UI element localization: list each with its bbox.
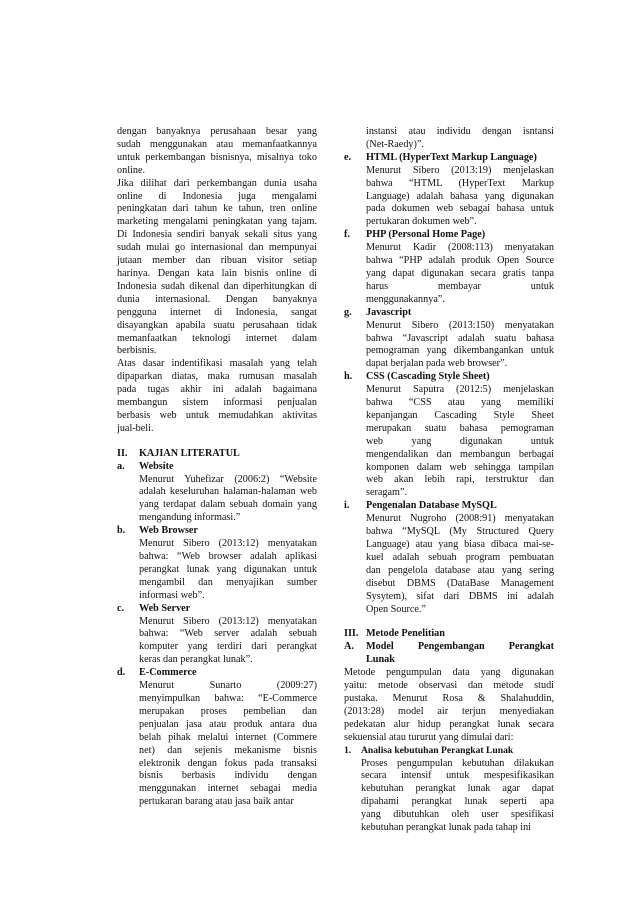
text-line: dipaparkan diatas, maka rumusan masalah	[117, 371, 317, 383]
text-line: Menurut Kadir (2008:113) menyatakan	[366, 242, 554, 254]
item-letter: c.	[117, 602, 125, 614]
item-letter: i.	[344, 500, 350, 512]
left-column	[117, 126, 317, 809]
text-line: Indonesia sudah dikenal dan diperhitungkan di	[117, 280, 317, 292]
text-line: net) dan sejenis mekanisme bisnis	[139, 744, 317, 756]
text-line: pada tugas akhir ini adalah bagaimana	[117, 384, 317, 396]
item-title: PHP (Personal Home Page)	[366, 229, 486, 241]
text-line: jual-beli.	[117, 422, 154, 434]
text-line: perangkat lunak yang digunakan untuk	[139, 563, 317, 575]
text-line: Jika dilihat dari perkembangan dunia usaha	[117, 177, 317, 189]
text-line: merupakan proses pembelian dan	[139, 705, 317, 717]
numbered-subsection	[344, 745, 554, 835]
item-body	[366, 320, 554, 372]
text-line: online.	[117, 164, 146, 176]
text-line: menggunakannya”.	[366, 293, 445, 305]
text-line: dan pengelola database atau yang sering	[366, 564, 554, 576]
text-line: merupakan suatu bahasa pemograman	[366, 422, 554, 434]
text-line: online di Indonesia juga mengalami	[117, 190, 317, 202]
text-line: dapat berjalan pada web browser”.	[366, 358, 508, 370]
text-line: bahwa: “Web server adalah sebuah	[139, 628, 317, 640]
literature-item	[344, 307, 554, 372]
right-column	[344, 126, 554, 835]
text-line: disebut DBMS (DataBase Management	[366, 577, 554, 589]
text-line: (2013:28) model air terjun menyediakan	[344, 705, 554, 717]
literature-item	[117, 667, 317, 809]
text-line: kebutuhan perangkat lunak agar dapat	[361, 783, 554, 795]
literature-list-cont	[344, 152, 554, 617]
text-line: Language) adalah bahasa yang digunakan	[366, 190, 554, 202]
subsection-number: 1.	[344, 744, 352, 756]
text-line: yaitu: metode observasi dan metode studi	[344, 680, 554, 692]
text-line: yang terdapat dalam sebuah domain yang	[139, 499, 317, 511]
text-line: memanfaatkan teknologi internet dalam	[117, 332, 317, 344]
text-line: mengandung informasi.”	[139, 512, 241, 524]
text-line: berbisnis.	[117, 345, 157, 357]
text-line: Sysytem), sifat dari DBMS ini adalah	[366, 590, 554, 602]
text-line: Menurut Nugroho (2008:91) menyatakan	[366, 513, 554, 525]
item-title: HTML (HyperText Markup Language)	[366, 151, 537, 163]
subsection-title-line: Model Pengembangan Perangkat	[366, 641, 554, 653]
item-title: CSS (Cascading Style Sheet)	[366, 371, 490, 383]
text-line: Menurut Sunarto (2009:27)	[139, 680, 317, 692]
item-letter: f.	[344, 229, 350, 241]
literature-item	[344, 152, 554, 229]
text-line: (Net-Raedy)”.	[366, 138, 424, 150]
text-line: harus membayar untuk	[366, 280, 554, 292]
text-line: sekuensial atau tururut yang dimulai dari:	[344, 731, 514, 743]
text-line: menyimpulkan bahwa: “E-Commerce	[139, 692, 317, 704]
text-line: bahwa: “Web browser adalah aplikasi	[139, 551, 317, 562]
text-line: belah pihak melalui internet (Commere	[139, 731, 317, 743]
literature-item	[117, 461, 317, 526]
text-line: bahwa “MySQL (My Structured Query	[366, 526, 554, 538]
text-line: instansi atau individu dengan isntansi	[366, 126, 554, 137]
literature-item	[344, 371, 554, 500]
section-title: KAJIAN LITERATUL	[139, 447, 240, 459]
text-line: web akan lebih rapi, terstruktur dan	[366, 474, 554, 486]
text-line: bahwa “CSS atau yang memiliki	[366, 397, 554, 409]
text-line: membangun sistem informasi penjualan	[117, 397, 317, 409]
item-body	[139, 616, 317, 668]
subsection-body	[361, 758, 554, 835]
subsection-title: Analisa kebutuhan Perangkat Lunak	[361, 744, 514, 756]
text-line: penjualan jasa atau produk antara dua	[139, 718, 317, 730]
item-body	[366, 513, 554, 616]
item-body	[366, 165, 554, 230]
intro-paragraph	[117, 126, 317, 436]
text-line: disayangkan apabila suatu perusahaan tidak	[117, 319, 317, 331]
item-body	[139, 538, 317, 603]
text-line: adalah keseluruhan halaman-halaman web	[139, 486, 317, 498]
text-line: bahwa “HTML (HyperText Markup	[366, 177, 554, 189]
section-title: Metode Penelitian	[366, 628, 445, 640]
text-line: dunia internasional. Dengan banyaknya	[117, 293, 317, 305]
text-line: untuk perkembangan bisnisnya, misalnya toko	[117, 151, 317, 163]
text-line: peningkatan dari tahun ke tahun, tren online	[117, 203, 317, 215]
text-line: pustaka. Menurut Rosa & Shalahuddin,	[344, 692, 554, 704]
literature-item	[117, 603, 317, 668]
item-body	[366, 384, 554, 500]
method-paragraph	[344, 667, 554, 744]
section-heading	[117, 448, 317, 461]
text-line: Language) atau yang biasa dibaca mai-se-	[366, 539, 554, 550]
text-line: Menurut Sibero (2013:12) menyatakan	[139, 538, 317, 550]
item-title: E-Commerce	[139, 667, 197, 679]
item-body	[366, 242, 554, 307]
literature-list	[117, 461, 317, 809]
text-line: elektronik dengan fokus pada transaksi	[139, 757, 317, 769]
text-line: informasi web”.	[139, 589, 205, 601]
item-body	[139, 474, 317, 526]
item-letter: b.	[117, 525, 126, 537]
text-line: Metode pengumpulan data yang digunakan	[344, 667, 554, 679]
text-line: seragam”.	[366, 487, 408, 499]
section-number: III.	[344, 628, 359, 640]
subsection-letter: A.	[344, 641, 354, 653]
item-body	[139, 680, 317, 809]
item-title: Web Browser	[139, 525, 198, 537]
text-line: pengguna internet di Indonesia, sangat	[117, 306, 317, 318]
item-letter: d.	[117, 667, 126, 679]
text-line: pertukaran dokumen web”.	[366, 216, 477, 228]
text-line: kepanjangan Cascading Style Sheet	[366, 409, 554, 421]
literature-item	[344, 229, 554, 306]
text-line: komputer yang terdiri dari perangkat	[139, 641, 317, 653]
text-line: sudah mulai go internasional dan mempunyai	[117, 242, 317, 254]
text-line: marketing mengalami peningkatan yang tajam.	[117, 216, 317, 228]
text-line: keras dan perangkat lunak”.	[139, 654, 253, 666]
item-letter: a.	[117, 460, 125, 472]
text-line: Open Source.”	[366, 603, 426, 615]
text-line: Menurut Sibero (2013:12) menyatakan	[139, 615, 317, 627]
item-letter: e.	[344, 151, 352, 163]
text-line: yang dapat digunakan secara gratis tanpa	[366, 267, 554, 279]
text-line: mengambil dan menyajikan sumber	[139, 576, 317, 588]
item-title: Web Server	[139, 602, 191, 614]
text-line: Menurut Saputra (2012:5) menjelaskan	[366, 384, 554, 396]
text-line: berbasis web untuk memudahkan aktivitas	[117, 409, 317, 421]
item-title: Javascript	[366, 306, 412, 318]
text-line: secara intensif untuk mespesifikasikan	[361, 770, 554, 782]
text-line: dengan banyaknya perusahaan besar yang	[117, 126, 317, 137]
text-line: dipahami perangkat lunak seperti apa	[361, 796, 554, 808]
subsection-title-line: Lunak	[366, 654, 395, 666]
text-line: jutaan member dan ribuan visitor setiap	[117, 255, 317, 267]
text-line: Menurut Yuhefizar (2006:2) “Website	[139, 473, 317, 485]
text-line: yang dibutuhkan oleh user spesifikasi	[361, 809, 554, 821]
literature-item	[344, 500, 554, 616]
text-line: pemograman yang dikembangankan untuk	[366, 345, 554, 357]
item-letter: g.	[344, 306, 352, 318]
text-line: bahwa “PHP adalah produk Open Source	[366, 255, 554, 267]
text-line: Atas dasar indentifikasi masalah yang telah	[117, 358, 317, 370]
text-line: pada dokumen web sebagai bahasa untuk	[366, 203, 554, 215]
text-line: kuel adalah sebuah program pembuatan	[366, 551, 554, 563]
item-title: Website	[139, 460, 174, 472]
text-line: bahwa “Javascript adalah suatu bahasa	[366, 332, 554, 344]
text-line: kebutuhan perangkat lunak pada tahap ini	[361, 822, 532, 834]
section-number: II.	[117, 447, 128, 459]
text-line: Di Indonesia sendiri banyak sekali situs yang	[117, 229, 317, 241]
item-title: Pengenalan Database MySQL	[366, 500, 497, 512]
subsection-heading	[344, 641, 554, 667]
text-line: pertukaran barang atau jasa baik antar	[139, 796, 294, 808]
literature-item	[117, 525, 317, 602]
text-line: web yang digunakan untuk	[366, 435, 554, 447]
text-line: bisnis berbasis individu dengan	[139, 770, 317, 782]
continued-text	[344, 126, 554, 152]
text-line: sudah menggunakan atau memanfaatkannya	[117, 138, 317, 150]
text-line: Menurut Sibero (2013:150) menyatakan	[366, 319, 554, 331]
text-line: pedekatan alur hidup perangkat lunak secara	[344, 718, 554, 730]
section-heading	[344, 628, 554, 641]
text-line: Menurut Sibero (2013:19) menjelaskan	[366, 164, 554, 176]
text-line: harinya. Dengan kata lain bisnis online di	[117, 267, 317, 279]
text-line: mengendalikan dan membangun berbagai	[366, 448, 554, 460]
text-line: Proses pengumpulan kebutuhan dilakukan	[361, 757, 554, 769]
item-letter: h.	[344, 371, 353, 383]
text-line: komponen dalam web sehingga tampilan	[366, 461, 554, 473]
text-line: menggunakan internet sebagai media	[139, 783, 317, 795]
